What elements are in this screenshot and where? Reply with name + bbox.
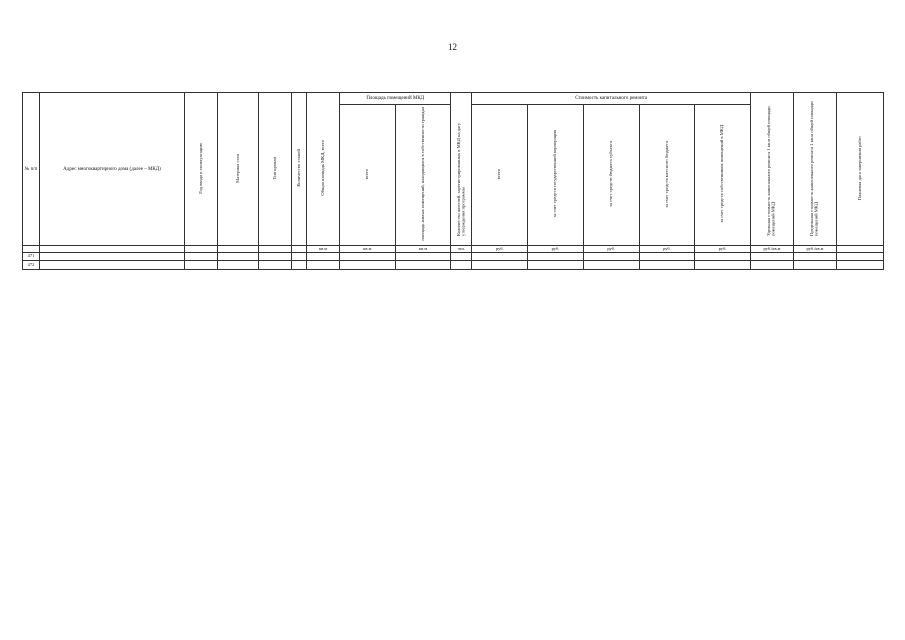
- col-header-cost-total: всего: [472, 105, 528, 246]
- unit-cell: руб.: [528, 246, 584, 253]
- cell-idx: 471: [23, 253, 40, 261]
- unit-cell: руб./кв.м: [751, 246, 794, 253]
- unit-cell: руб.: [639, 246, 695, 253]
- unit-cell: кв.м: [395, 246, 451, 253]
- cell-cost-local: [639, 261, 695, 269]
- col-header-cost-fund: за счет средств государственной корпорации: [528, 105, 584, 246]
- col-header-deadline: Плановая дата завершения работ: [837, 93, 884, 246]
- units-row: [23, 246, 884, 253]
- unit-cell: руб.: [695, 246, 751, 253]
- unit-cell: [185, 246, 218, 253]
- cell-area-living: [340, 261, 396, 269]
- col-header-cost-regional: за счет средств бюджета субъекта: [583, 105, 639, 246]
- cell-cost-per-m2: [751, 261, 794, 269]
- cell-cost-owners: [695, 253, 751, 261]
- table-body: [23, 253, 884, 270]
- unit-cell: кв.м: [340, 246, 396, 253]
- cell-deadline: [837, 261, 884, 269]
- page-number: 12: [448, 42, 457, 52]
- cell-address: [40, 253, 185, 261]
- cell-cost-local: [639, 253, 695, 261]
- repair-register-table: [22, 92, 884, 270]
- unit-cell: [40, 246, 185, 253]
- col-header-idx: № п/п: [23, 93, 40, 246]
- col-header-wall-material: Материал стен: [218, 93, 259, 246]
- cell-deadline: [837, 253, 884, 261]
- col-header-address: Адрес многоквартирного дома (далее – МКД): [40, 93, 185, 246]
- cell-wall-material: [218, 253, 259, 261]
- cell-cost-per-m2: [751, 253, 794, 261]
- cell-limit-per-m2: [794, 253, 837, 261]
- unit-cell: руб.: [472, 246, 528, 253]
- table-row: [23, 261, 884, 269]
- col-header-type: Тип кровли: [259, 93, 292, 246]
- cell-cost-owners: [695, 261, 751, 269]
- unit-cell: [259, 246, 292, 253]
- col-header-area-nonliving: площадь жилых помещений, находящихся в собственности граждан: [395, 105, 451, 246]
- cell-area-living: [340, 253, 396, 261]
- cell-address: [40, 261, 185, 269]
- repair-register-table-wrap: [22, 92, 884, 270]
- cell-wall-material: [218, 261, 259, 269]
- col-header-floors: Количество этажей: [292, 93, 307, 246]
- cell-cost-fund: [528, 253, 584, 261]
- cell-type: [259, 261, 292, 269]
- cell-area-nonliving: [395, 261, 451, 269]
- cell-area-nonliving: [395, 253, 451, 261]
- cell-cost-regional: [583, 253, 639, 261]
- cell-year: [185, 261, 218, 269]
- unit-cell: [23, 246, 40, 253]
- table-row: [23, 253, 884, 261]
- col-header-area-living: всего: [340, 105, 396, 246]
- cell-floors: [292, 261, 307, 269]
- cell-residents: [451, 253, 472, 261]
- cell-limit-per-m2: [794, 261, 837, 269]
- unit-cell: руб.: [583, 246, 639, 253]
- cell-cost-total: [472, 261, 528, 269]
- cell-total-area: [307, 261, 340, 269]
- unit-cell: [292, 246, 307, 253]
- cell-total-area: [307, 253, 340, 261]
- cell-type: [259, 253, 292, 261]
- unit-cell: [837, 246, 884, 253]
- cell-cost-regional: [583, 261, 639, 269]
- unit-cell: руб./кв.м: [794, 246, 837, 253]
- col-header-residents: Количество жителей, зарегистрированных в МКД на дату утверждения программы: [451, 93, 472, 246]
- col-header-limit-per-m2: Предельная стоимость капитального ремонта 1 кв.м общей площади помещений МКД: [794, 93, 837, 246]
- unit-cell: чел.: [451, 246, 472, 253]
- col-group-area: Площадь помещений МКД: [340, 93, 451, 105]
- col-group-cost: Стоимость капитального ремонта: [472, 93, 751, 105]
- cell-cost-total: [472, 253, 528, 261]
- unit-cell: кв.м: [307, 246, 340, 253]
- unit-cell: [218, 246, 259, 253]
- cell-floors: [292, 253, 307, 261]
- cell-year: [185, 253, 218, 261]
- col-header-year: Год ввода в эксплуатацию: [185, 93, 218, 246]
- col-header-cost-per-m2: Удельная стоимость капитального ремонта 1 кв.м общей площади помещений МКД: [751, 93, 794, 246]
- col-header-cost-owners: за счет средств собственников помещений в МКД: [695, 105, 751, 246]
- cell-idx: 472: [23, 261, 40, 269]
- cell-cost-fund: [528, 261, 584, 269]
- col-header-cost-local: за счет средств местного бюджета: [639, 105, 695, 246]
- cell-residents: [451, 261, 472, 269]
- col-header-total-area: Общая площадь МКД, всего: [307, 93, 340, 246]
